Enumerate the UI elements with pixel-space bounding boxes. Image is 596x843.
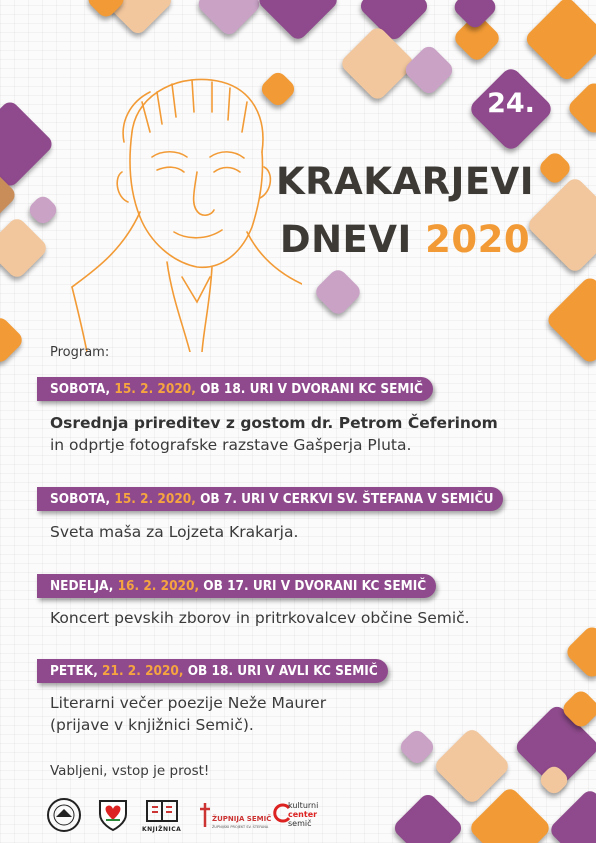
event-date: 21. 2. 2020, [102, 663, 184, 679]
event-day: PETEK, [50, 663, 98, 679]
event-place: OB 18. URI V DVORANI KC SEMIČ [200, 381, 423, 397]
event-day: SOBOTA, [50, 381, 111, 397]
decorative-tile [391, 791, 465, 843]
edition-number: 24. [487, 88, 535, 119]
decorative-tile [256, 0, 341, 42]
event-place: OB 17. URI V DVORANI KC SEMIČ [203, 578, 427, 594]
closing-note: Vabljeni, vstop je prost! [50, 763, 210, 779]
decorative-tile [523, 0, 596, 83]
parish-logo-text: ŽUPNIJA SEMIČ [212, 815, 272, 823]
title-line-1: KRAKARJEVI [275, 160, 535, 203]
event-2-description: Sveta maša za Lojzeta Krakarja. [50, 523, 299, 541]
event-desc-bold: Osrednja prireditev z gostom dr. Petrom Čeferinom [50, 414, 498, 432]
decorative-tile [397, 727, 437, 767]
event-4-description [50, 692, 326, 736]
event-desc: Literarni večer poezije Neže Maurer [50, 694, 327, 712]
decorative-tile [0, 99, 55, 190]
portrait-sketch [62, 62, 302, 352]
cc-line-1: kulturni [288, 801, 319, 810]
event-day: NEDELJA, [50, 578, 114, 594]
event-1-header [37, 377, 433, 401]
decorative-tile [339, 25, 417, 103]
event-place: OB 18. URI V AVLI KC SEMIČ [187, 663, 378, 679]
event-3-header [37, 574, 436, 598]
title-line-2 [250, 218, 560, 261]
decorative-tile [195, 0, 263, 38]
library-logo-text: KNJIŽNICA [142, 826, 182, 833]
event-desc-2: (prijave v knjižnici Semič). [50, 716, 254, 734]
program-label: Program: [50, 345, 110, 360]
parish-logo-subtext: ŽUPNIJSKI PROJEKT SV. ŠTEFANA [212, 825, 269, 829]
decorative-tile [566, 80, 596, 137]
cc-line-2: center [288, 810, 318, 819]
event-date: 16. 2. 2020, [117, 578, 200, 594]
event-date: 15. 2. 2020, [114, 381, 196, 397]
title-year: 2020 [425, 218, 531, 261]
event-2-header [37, 487, 503, 511]
cc-line-3: semič [288, 819, 312, 828]
cultural-center-logo-text [288, 801, 318, 828]
decorative-tile [548, 788, 596, 843]
event-date: 15. 2. 2020, [114, 491, 196, 507]
decorative-tile [432, 726, 511, 805]
event-desc: in odprtje fotografske razstave Gašperja Pluta. [50, 436, 412, 454]
decorative-tile [545, 275, 596, 366]
decorative-tile [402, 43, 456, 97]
library-logo-icon [144, 798, 180, 824]
decorative-tile [313, 267, 364, 318]
decorative-tile [564, 624, 596, 681]
parish-logo-icon [198, 802, 212, 828]
society-seal-logo [46, 797, 82, 833]
event-day: SOBOTA, [50, 491, 111, 507]
event-4-header [37, 659, 388, 683]
decorative-tile [26, 193, 60, 227]
title-word: DNEVI [279, 218, 412, 261]
municipality-crest-logo [98, 798, 128, 832]
decorative-tile [0, 215, 50, 280]
event-3-description: Koncert pevskih zborov in pritrkovalcev občine Semič. [50, 609, 470, 627]
decorative-tile [0, 315, 25, 366]
event-1-description [50, 412, 498, 456]
event-place: OB 7. URI V CERKVI SV. ŠTEFANA V SEMIČU [200, 491, 494, 507]
